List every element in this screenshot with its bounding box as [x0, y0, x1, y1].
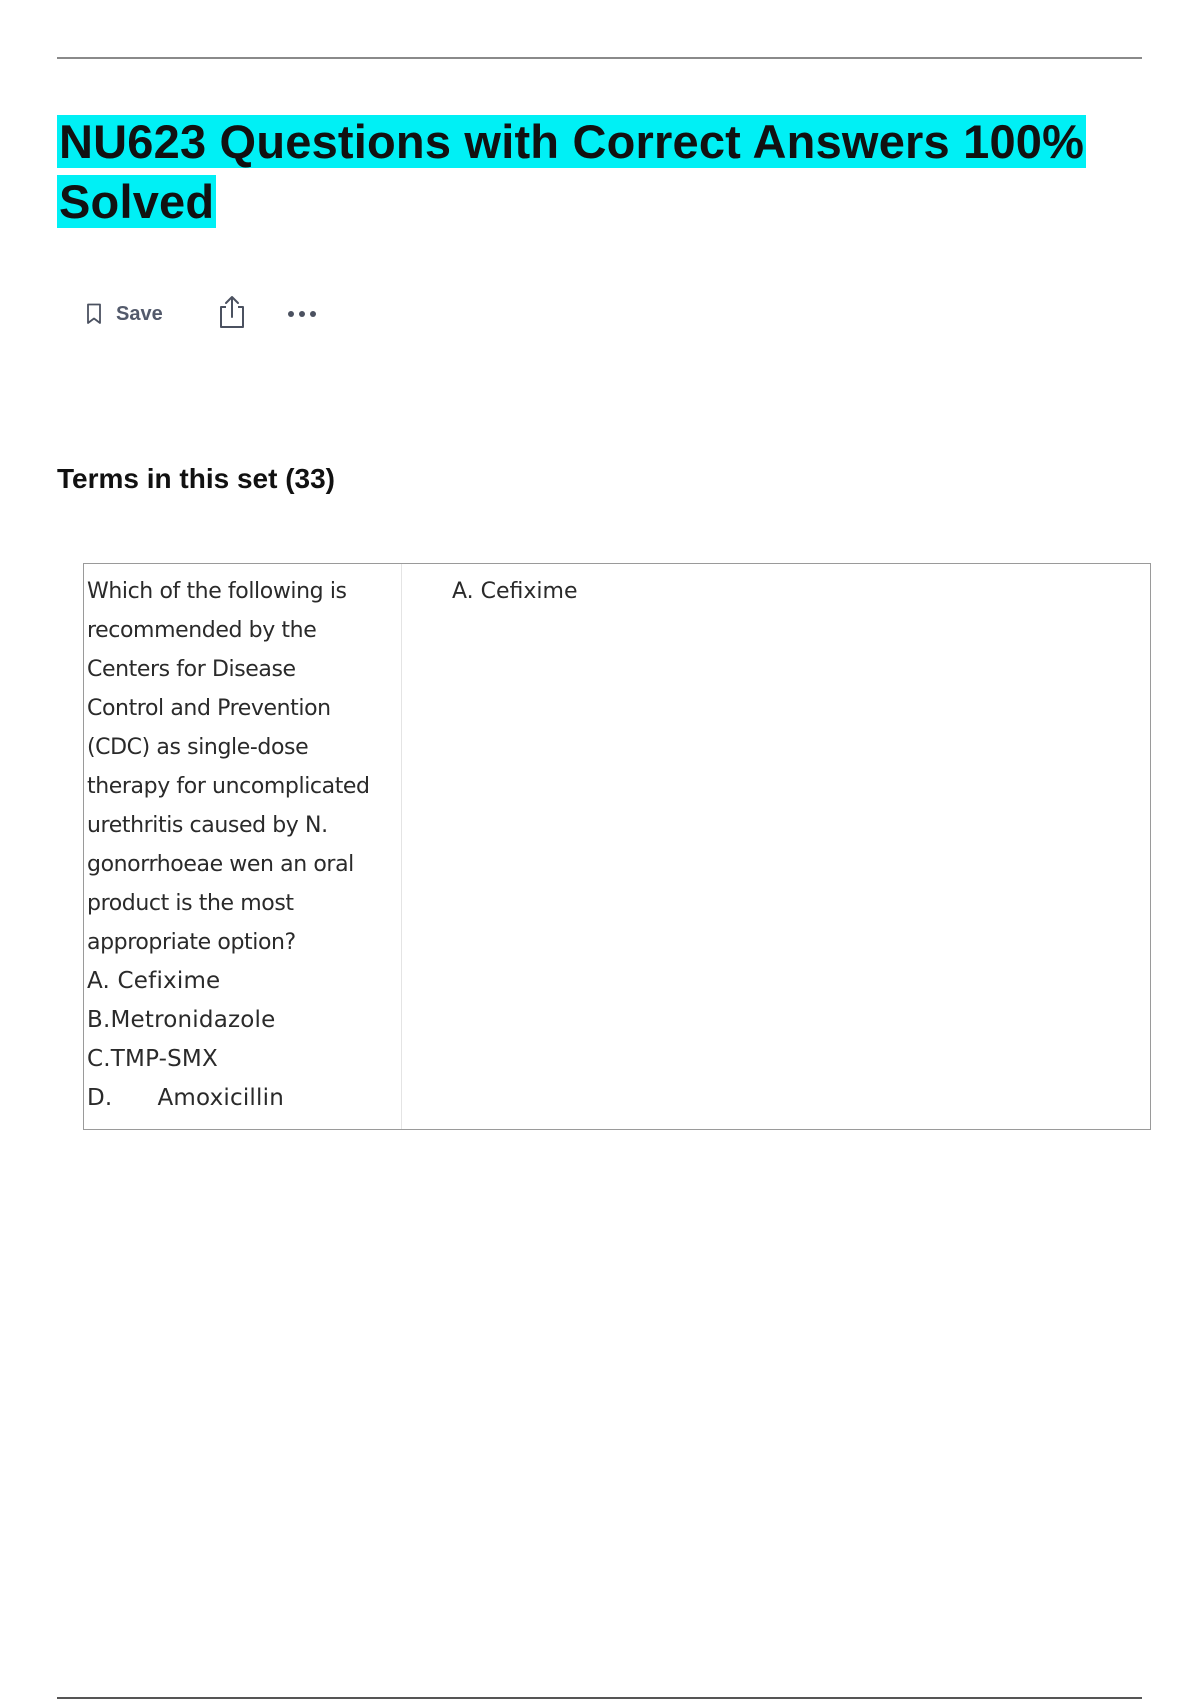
top-divider: [57, 57, 1142, 59]
action-toolbar: [86, 296, 317, 332]
page-title-text: NU623 Questions with Correct Answers 100% Solved: [59, 115, 1085, 228]
bookmark-icon: [86, 303, 102, 325]
flashcard-term: [84, 564, 402, 1129]
save-button[interactable]: [86, 303, 163, 326]
definition-answer: A. Cefixime: [452, 579, 578, 604]
title-block: [57, 112, 1117, 232]
term-option-d: D. Amoxicillin: [87, 1085, 284, 1111]
more-options-button[interactable]: [287, 305, 317, 323]
share-button[interactable]: [217, 295, 247, 334]
page-title: [57, 112, 1117, 232]
term-options: [87, 962, 401, 1118]
bottom-divider: [57, 1697, 1142, 1699]
share-icon: [217, 295, 247, 334]
save-label: Save: [116, 302, 163, 325]
term-option-a: A. Cefixime: [87, 968, 221, 994]
flashcard-definition: [402, 564, 1150, 1129]
term-option-b: B.Metronidazole: [87, 1007, 276, 1033]
term-question: Which of the following is recommended by the Centers for Disease Control and Prevention (CDC) as single-dose therapy for uncomplicated urethritis caused by N. gonorrhoeae wen an oral product is the most appropriate option?: [87, 579, 370, 955]
more-options-icon: [287, 305, 317, 323]
term-option-c: C.TMP-SMX: [87, 1046, 218, 1072]
flashcard-row: [83, 563, 1151, 1130]
terms-heading: Terms in this set (33): [57, 463, 336, 494]
